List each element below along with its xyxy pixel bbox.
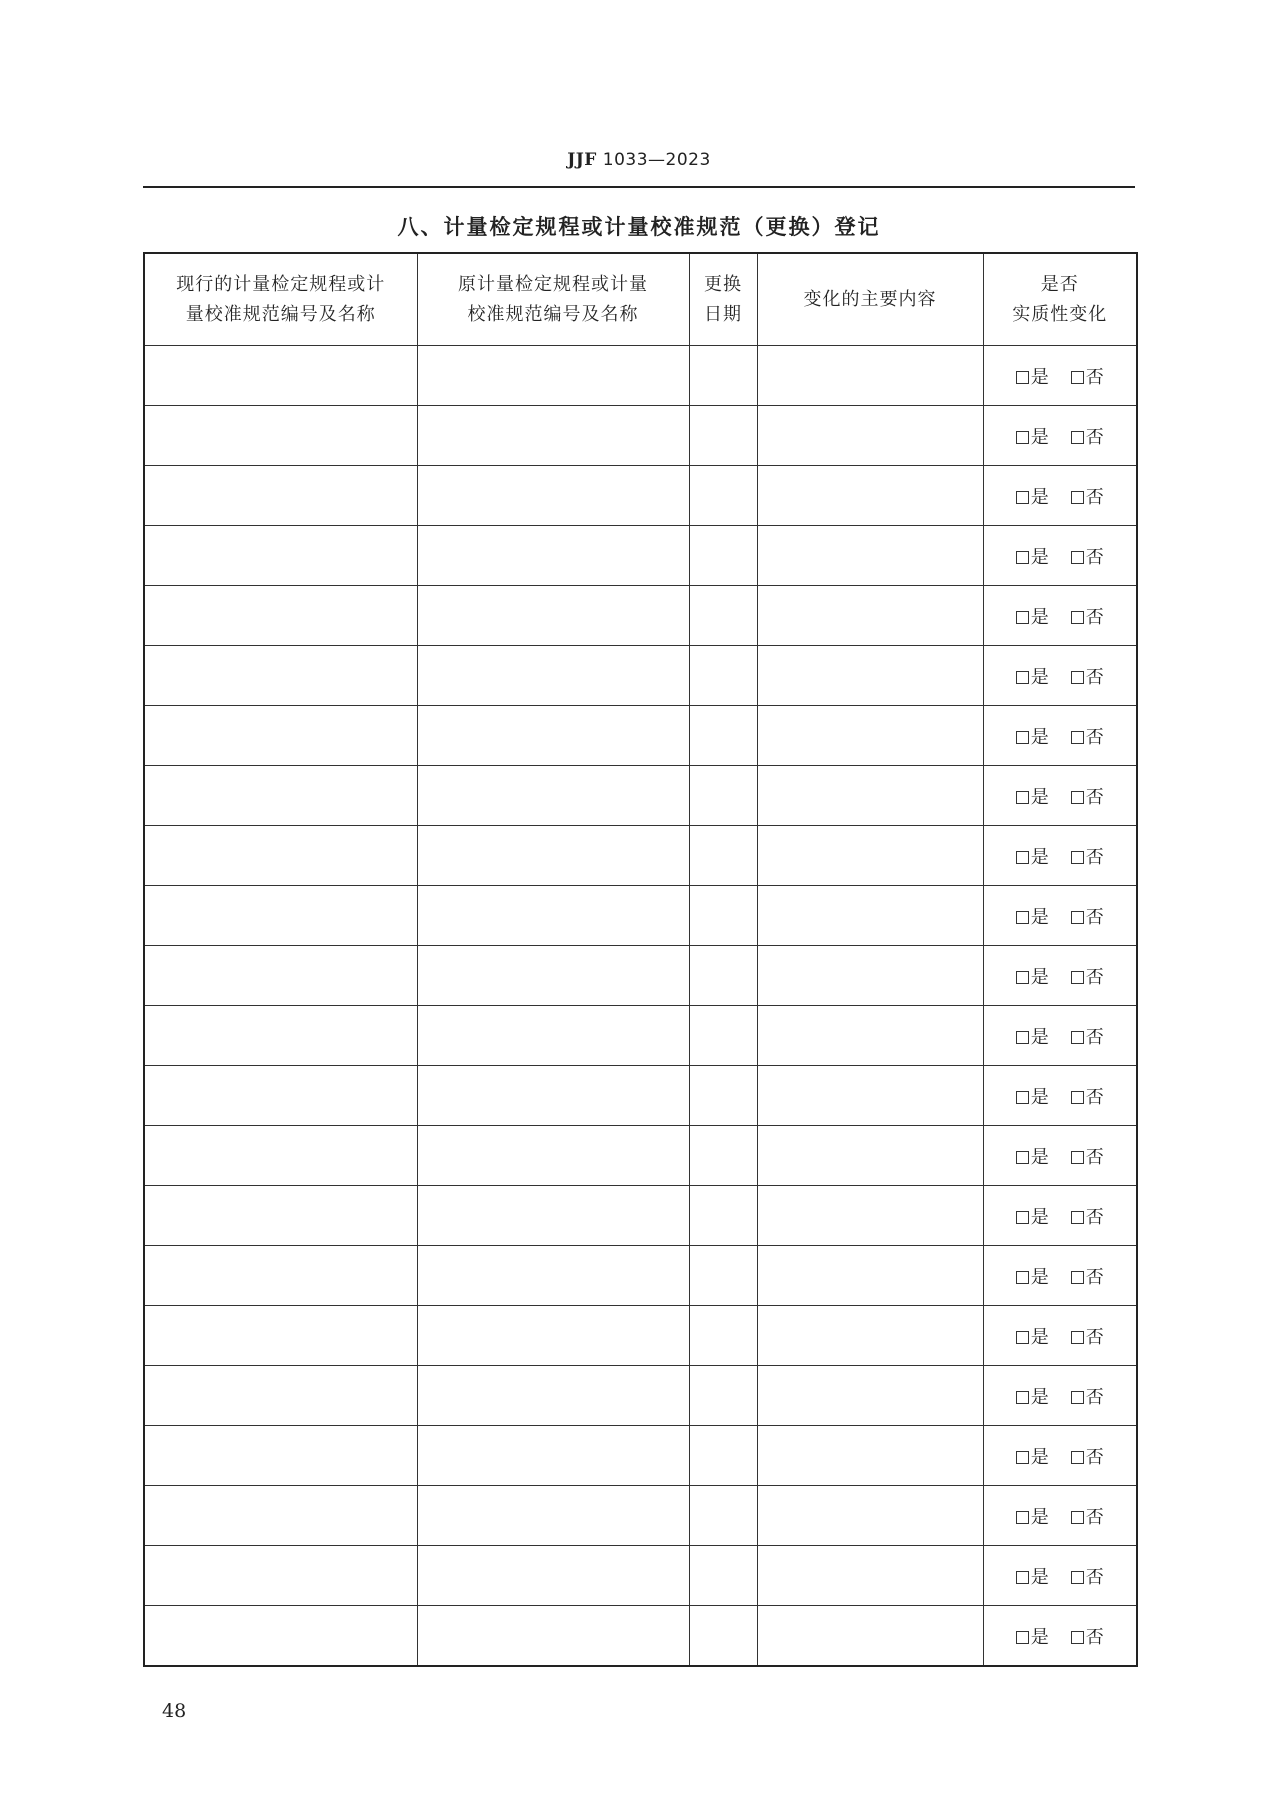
yes-label: 是 — [1030, 1566, 1049, 1588]
column-header-replacement-date — [689, 253, 757, 346]
main-changes-cell[interactable] — [757, 1246, 983, 1306]
table-header-row — [144, 253, 1137, 346]
no-label: 否 — [1085, 366, 1104, 388]
yes-label: 是 — [1030, 1086, 1049, 1108]
replacement-date-cell[interactable] — [689, 826, 757, 886]
current-regulation-cell[interactable] — [144, 1186, 417, 1246]
document-header — [143, 150, 1135, 170]
yes-option[interactable] — [1016, 1443, 1049, 1469]
substantive-change-cell — [983, 706, 1137, 766]
no-option[interactable] — [1071, 903, 1104, 929]
yes-label: 是 — [1030, 1146, 1049, 1168]
no-checkbox[interactable] — [1071, 791, 1084, 804]
yes-label: 是 — [1030, 846, 1049, 868]
substantive-change-cell — [983, 1546, 1137, 1606]
no-option[interactable] — [1071, 363, 1104, 389]
column-header-original-regulation — [417, 253, 689, 346]
main-changes-cell[interactable] — [757, 1546, 983, 1606]
no-option[interactable] — [1071, 963, 1104, 989]
no-checkbox[interactable] — [1071, 551, 1084, 564]
yes-label: 是 — [1030, 966, 1049, 988]
current-regulation-cell[interactable] — [144, 1366, 417, 1426]
yes-label: 是 — [1030, 1506, 1049, 1528]
substantive-change-cell — [983, 1246, 1137, 1306]
no-checkbox[interactable] — [1071, 491, 1084, 504]
column-header-line: 更换 — [704, 273, 742, 295]
yes-label: 是 — [1030, 1626, 1049, 1648]
yes-option[interactable] — [1016, 363, 1049, 389]
column-header-line: 量校准规范编号及名称 — [185, 303, 376, 325]
no-label: 否 — [1085, 1566, 1104, 1588]
no-label: 否 — [1085, 426, 1104, 448]
yes-label: 是 — [1030, 1326, 1049, 1348]
original-regulation-cell[interactable] — [417, 1126, 689, 1186]
column-header-current-regulation — [144, 253, 417, 346]
original-regulation-cell[interactable] — [417, 586, 689, 646]
replacement-date-cell[interactable] — [689, 1486, 757, 1546]
column-header-main-changes — [757, 253, 983, 346]
replacement-date-cell[interactable] — [689, 406, 757, 466]
substantive-change-cell — [983, 346, 1137, 406]
original-regulation-cell[interactable] — [417, 1546, 689, 1606]
yes-label: 是 — [1030, 726, 1049, 748]
main-changes-cell[interactable] — [757, 946, 983, 1006]
original-regulation-cell[interactable] — [417, 1246, 689, 1306]
table-row — [144, 886, 1137, 946]
yes-option[interactable] — [1016, 603, 1049, 629]
current-regulation-cell[interactable] — [144, 1546, 417, 1606]
no-option[interactable] — [1071, 483, 1104, 509]
column-header-line: 是否 — [1040, 273, 1079, 295]
yes-checkbox[interactable] — [1016, 1511, 1029, 1524]
column-header-line: 日期 — [704, 303, 742, 325]
yes-checkbox[interactable] — [1016, 731, 1029, 744]
original-regulation-cell[interactable] — [417, 1366, 689, 1426]
page-number: 48 — [162, 1700, 187, 1722]
yes-checkbox[interactable] — [1016, 1631, 1029, 1644]
main-changes-cell[interactable] — [757, 1066, 983, 1126]
original-regulation-cell[interactable] — [417, 646, 689, 706]
current-regulation-cell[interactable] — [144, 766, 417, 826]
original-regulation-cell[interactable] — [417, 1486, 689, 1546]
main-changes-cell[interactable] — [757, 586, 983, 646]
yes-checkbox[interactable] — [1016, 1271, 1029, 1284]
no-option[interactable] — [1071, 1143, 1104, 1169]
no-checkbox[interactable] — [1071, 1511, 1084, 1524]
yes-checkbox[interactable] — [1016, 1031, 1029, 1044]
header-rule — [143, 186, 1135, 188]
no-option[interactable] — [1071, 423, 1104, 449]
column-header-substantive-change — [983, 253, 1137, 346]
main-changes-cell[interactable] — [757, 1426, 983, 1486]
yes-option[interactable] — [1016, 423, 1049, 449]
replacement-date-cell[interactable] — [689, 1306, 757, 1366]
no-checkbox[interactable] — [1071, 1631, 1084, 1644]
replacement-date-cell[interactable] — [689, 706, 757, 766]
main-changes-cell[interactable] — [757, 1366, 983, 1426]
table-row — [144, 1426, 1137, 1486]
substantive-change-cell — [983, 1126, 1137, 1186]
current-regulation-cell[interactable] — [144, 646, 417, 706]
replacement-date-cell[interactable] — [689, 1066, 757, 1126]
main-changes-cell[interactable] — [757, 1006, 983, 1066]
main-changes-cell[interactable] — [757, 1486, 983, 1546]
yes-checkbox[interactable] — [1016, 1331, 1029, 1344]
no-label: 否 — [1085, 1206, 1104, 1228]
no-checkbox[interactable] — [1071, 1211, 1084, 1224]
yes-option[interactable] — [1016, 1203, 1049, 1229]
yes-option[interactable] — [1016, 783, 1049, 809]
substantive-change-cell — [983, 1006, 1137, 1066]
substantive-change-cell — [983, 826, 1137, 886]
no-checkbox[interactable] — [1071, 1571, 1084, 1584]
current-regulation-cell[interactable] — [144, 1306, 417, 1366]
current-regulation-cell[interactable] — [144, 706, 417, 766]
no-option[interactable] — [1071, 543, 1104, 569]
no-checkbox[interactable] — [1071, 431, 1084, 444]
current-regulation-cell[interactable] — [144, 1426, 417, 1486]
main-changes-cell[interactable] — [757, 1186, 983, 1246]
replacement-date-cell[interactable] — [689, 346, 757, 406]
replacement-date-cell[interactable] — [689, 1246, 757, 1306]
yes-checkbox[interactable] — [1016, 371, 1029, 384]
yes-option[interactable] — [1016, 723, 1049, 749]
no-label: 否 — [1085, 1446, 1104, 1468]
table-row — [144, 706, 1137, 766]
no-checkbox[interactable] — [1071, 611, 1084, 624]
replacement-date-cell[interactable] — [689, 1006, 757, 1066]
substantive-change-cell — [983, 1186, 1137, 1246]
no-label: 否 — [1085, 1026, 1104, 1048]
registration-table — [143, 252, 1138, 1667]
original-regulation-cell[interactable] — [417, 526, 689, 586]
no-checkbox[interactable] — [1071, 1031, 1084, 1044]
table-row — [144, 826, 1137, 886]
yes-checkbox[interactable] — [1016, 971, 1029, 984]
original-regulation-cell[interactable] — [417, 1606, 689, 1667]
main-changes-cell[interactable] — [757, 346, 983, 406]
replacement-date-cell[interactable] — [689, 1126, 757, 1186]
current-regulation-cell[interactable] — [144, 526, 417, 586]
current-regulation-cell[interactable] — [144, 406, 417, 466]
standard-number: 1033—2023 — [602, 150, 711, 170]
yes-checkbox[interactable] — [1016, 1151, 1029, 1164]
no-option[interactable] — [1071, 663, 1104, 689]
original-regulation-cell[interactable] — [417, 466, 689, 526]
no-option[interactable] — [1071, 1383, 1104, 1409]
original-regulation-cell[interactable] — [417, 1186, 689, 1246]
current-regulation-cell[interactable] — [144, 1126, 417, 1186]
replacement-date-cell[interactable] — [689, 466, 757, 526]
column-header-line: 变化的主要内容 — [803, 288, 937, 310]
replacement-date-cell[interactable] — [689, 1366, 757, 1426]
main-changes-cell[interactable] — [757, 886, 983, 946]
yes-checkbox[interactable] — [1016, 1451, 1029, 1464]
main-changes-cell[interactable] — [757, 466, 983, 526]
table-row — [144, 346, 1137, 406]
yes-label: 是 — [1030, 606, 1049, 628]
original-regulation-cell[interactable] — [417, 1066, 689, 1126]
no-label: 否 — [1085, 786, 1104, 808]
no-option[interactable] — [1071, 1023, 1104, 1049]
yes-checkbox[interactable] — [1016, 551, 1029, 564]
table-row — [144, 946, 1137, 1006]
table-row — [144, 1006, 1137, 1066]
current-regulation-cell[interactable] — [144, 1606, 417, 1667]
no-checkbox[interactable] — [1071, 1271, 1084, 1284]
table-row — [144, 1306, 1137, 1366]
replacement-date-cell[interactable] — [689, 646, 757, 706]
no-label: 否 — [1085, 1626, 1104, 1648]
table-row — [144, 1366, 1137, 1426]
yes-option[interactable] — [1016, 843, 1049, 869]
column-header-line: 原计量检定规程或计量 — [458, 273, 648, 295]
no-label: 否 — [1085, 966, 1104, 988]
table-row — [144, 1126, 1137, 1186]
substantive-change-cell — [983, 766, 1137, 826]
yes-label: 是 — [1030, 366, 1049, 388]
no-checkbox[interactable] — [1071, 731, 1084, 744]
table-row — [144, 1066, 1137, 1126]
no-label: 否 — [1085, 606, 1104, 628]
table-row — [144, 526, 1137, 586]
substantive-change-cell — [983, 646, 1137, 706]
current-regulation-cell[interactable] — [144, 466, 417, 526]
no-label: 否 — [1085, 1146, 1104, 1168]
yes-checkbox[interactable] — [1016, 791, 1029, 804]
replacement-date-cell[interactable] — [689, 1546, 757, 1606]
yes-checkbox[interactable] — [1016, 491, 1029, 504]
no-checkbox[interactable] — [1071, 1331, 1084, 1344]
replacement-date-cell[interactable] — [689, 586, 757, 646]
table-row — [144, 1486, 1137, 1546]
replacement-date-cell[interactable] — [689, 946, 757, 1006]
substantive-change-cell — [983, 526, 1137, 586]
no-checkbox[interactable] — [1071, 1451, 1084, 1464]
table-row — [144, 1606, 1137, 1667]
no-label: 否 — [1085, 546, 1104, 568]
original-regulation-cell[interactable] — [417, 886, 689, 946]
replacement-date-cell[interactable] — [689, 1426, 757, 1486]
no-option[interactable] — [1071, 1623, 1104, 1649]
yes-label: 是 — [1030, 666, 1049, 688]
yes-option[interactable] — [1016, 483, 1049, 509]
yes-label: 是 — [1030, 426, 1049, 448]
original-regulation-cell[interactable] — [417, 826, 689, 886]
original-regulation-cell[interactable] — [417, 1306, 689, 1366]
current-regulation-cell[interactable] — [144, 586, 417, 646]
replacement-date-cell[interactable] — [689, 526, 757, 586]
no-checkbox[interactable] — [1071, 371, 1084, 384]
no-option[interactable] — [1071, 723, 1104, 749]
yes-option[interactable] — [1016, 1563, 1049, 1589]
table-row — [144, 586, 1137, 646]
substantive-change-cell — [983, 1306, 1137, 1366]
original-regulation-cell[interactable] — [417, 406, 689, 466]
no-option[interactable] — [1071, 1263, 1104, 1289]
no-checkbox[interactable] — [1071, 851, 1084, 864]
substantive-change-cell — [983, 1066, 1137, 1126]
yes-checkbox[interactable] — [1016, 1391, 1029, 1404]
table-row — [144, 1246, 1137, 1306]
column-header-line: 校准规范编号及名称 — [467, 303, 639, 325]
no-label: 否 — [1085, 846, 1104, 868]
substantive-change-cell — [983, 586, 1137, 646]
table-body — [144, 346, 1137, 1667]
yes-option[interactable] — [1016, 1263, 1049, 1289]
no-label: 否 — [1085, 906, 1104, 928]
main-changes-cell[interactable] — [757, 526, 983, 586]
original-regulation-cell[interactable] — [417, 946, 689, 1006]
no-option[interactable] — [1071, 1203, 1104, 1229]
current-regulation-cell[interactable] — [144, 346, 417, 406]
column-header-line: 现行的计量检定规程或计 — [176, 273, 386, 295]
yes-option[interactable] — [1016, 1143, 1049, 1169]
yes-label: 是 — [1030, 1446, 1049, 1468]
substantive-change-cell — [983, 946, 1137, 1006]
column-header-line: 实质性变化 — [1012, 303, 1108, 325]
yes-label: 是 — [1030, 906, 1049, 928]
main-changes-cell[interactable] — [757, 766, 983, 826]
main-changes-cell[interactable] — [757, 1606, 983, 1667]
no-checkbox[interactable] — [1071, 1151, 1084, 1164]
yes-option[interactable] — [1016, 543, 1049, 569]
no-label: 否 — [1085, 1086, 1104, 1108]
substantive-change-cell — [983, 886, 1137, 946]
current-regulation-cell[interactable] — [144, 1066, 417, 1126]
no-option[interactable] — [1071, 1323, 1104, 1349]
original-regulation-cell[interactable] — [417, 1006, 689, 1066]
replacement-date-cell[interactable] — [689, 886, 757, 946]
no-label: 否 — [1085, 666, 1104, 688]
no-checkbox[interactable] — [1071, 1391, 1084, 1404]
original-regulation-cell[interactable] — [417, 706, 689, 766]
yes-option[interactable] — [1016, 1623, 1049, 1649]
yes-checkbox[interactable] — [1016, 1571, 1029, 1584]
table-row — [144, 766, 1137, 826]
no-option[interactable] — [1071, 1083, 1104, 1109]
no-label: 否 — [1085, 1506, 1104, 1528]
yes-checkbox[interactable] — [1016, 1211, 1029, 1224]
main-changes-cell[interactable] — [757, 406, 983, 466]
yes-label: 是 — [1030, 546, 1049, 568]
standard-prefix: JJF — [567, 150, 597, 170]
yes-checkbox[interactable] — [1016, 851, 1029, 864]
yes-option[interactable] — [1016, 963, 1049, 989]
yes-label: 是 — [1030, 786, 1049, 808]
original-regulation-cell[interactable] — [417, 766, 689, 826]
no-checkbox[interactable] — [1071, 971, 1084, 984]
no-label: 否 — [1085, 1386, 1104, 1408]
yes-option[interactable] — [1016, 1383, 1049, 1409]
table-row — [144, 1546, 1137, 1606]
main-changes-cell[interactable] — [757, 1126, 983, 1186]
yes-checkbox[interactable] — [1016, 431, 1029, 444]
yes-label: 是 — [1030, 486, 1049, 508]
yes-option[interactable] — [1016, 903, 1049, 929]
no-checkbox[interactable] — [1071, 1091, 1084, 1104]
yes-option[interactable] — [1016, 1023, 1049, 1049]
main-changes-cell[interactable] — [757, 1306, 983, 1366]
no-label: 否 — [1085, 726, 1104, 748]
no-option[interactable] — [1071, 603, 1104, 629]
current-regulation-cell[interactable] — [144, 1486, 417, 1546]
yes-option[interactable] — [1016, 1503, 1049, 1529]
yes-checkbox[interactable] — [1016, 611, 1029, 624]
replacement-date-cell[interactable] — [689, 1186, 757, 1246]
no-checkbox[interactable] — [1071, 671, 1084, 684]
substantive-change-cell — [983, 1426, 1137, 1486]
yes-label: 是 — [1030, 1026, 1049, 1048]
main-changes-cell[interactable] — [757, 826, 983, 886]
yes-checkbox[interactable] — [1016, 911, 1029, 924]
no-label: 否 — [1085, 1326, 1104, 1348]
yes-option[interactable] — [1016, 1083, 1049, 1109]
no-option[interactable] — [1071, 843, 1104, 869]
current-regulation-cell[interactable] — [144, 1006, 417, 1066]
original-regulation-cell[interactable] — [417, 1426, 689, 1486]
no-label: 否 — [1085, 1266, 1104, 1288]
current-regulation-cell[interactable] — [144, 946, 417, 1006]
yes-label: 是 — [1030, 1386, 1049, 1408]
substantive-change-cell — [983, 466, 1137, 526]
main-changes-cell[interactable] — [757, 706, 983, 766]
no-option[interactable] — [1071, 783, 1104, 809]
current-regulation-cell[interactable] — [144, 1246, 417, 1306]
substantive-change-cell — [983, 1486, 1137, 1546]
yes-label: 是 — [1030, 1266, 1049, 1288]
table-row — [144, 406, 1137, 466]
no-option[interactable] — [1071, 1503, 1104, 1529]
original-regulation-cell[interactable] — [417, 346, 689, 406]
no-checkbox[interactable] — [1071, 911, 1084, 924]
yes-label: 是 — [1030, 1206, 1049, 1228]
no-option[interactable] — [1071, 1563, 1104, 1589]
table-row — [144, 646, 1137, 706]
substantive-change-cell — [983, 1606, 1137, 1667]
yes-checkbox[interactable] — [1016, 1091, 1029, 1104]
current-regulation-cell[interactable] — [144, 886, 417, 946]
substantive-change-cell — [983, 1366, 1137, 1426]
no-label: 否 — [1085, 486, 1104, 508]
table-row — [144, 1186, 1137, 1246]
section-title: 八、计量检定规程或计量校准规范（更换）登记 — [397, 215, 881, 239]
yes-checkbox[interactable] — [1016, 671, 1029, 684]
replacement-date-cell[interactable] — [689, 1606, 757, 1667]
no-option[interactable] — [1071, 1443, 1104, 1469]
main-changes-cell[interactable] — [757, 646, 983, 706]
substantive-change-cell — [983, 406, 1137, 466]
replacement-date-cell[interactable] — [689, 766, 757, 826]
table-row — [144, 466, 1137, 526]
current-regulation-cell[interactable] — [144, 826, 417, 886]
yes-option[interactable] — [1016, 1323, 1049, 1349]
yes-option[interactable] — [1016, 663, 1049, 689]
